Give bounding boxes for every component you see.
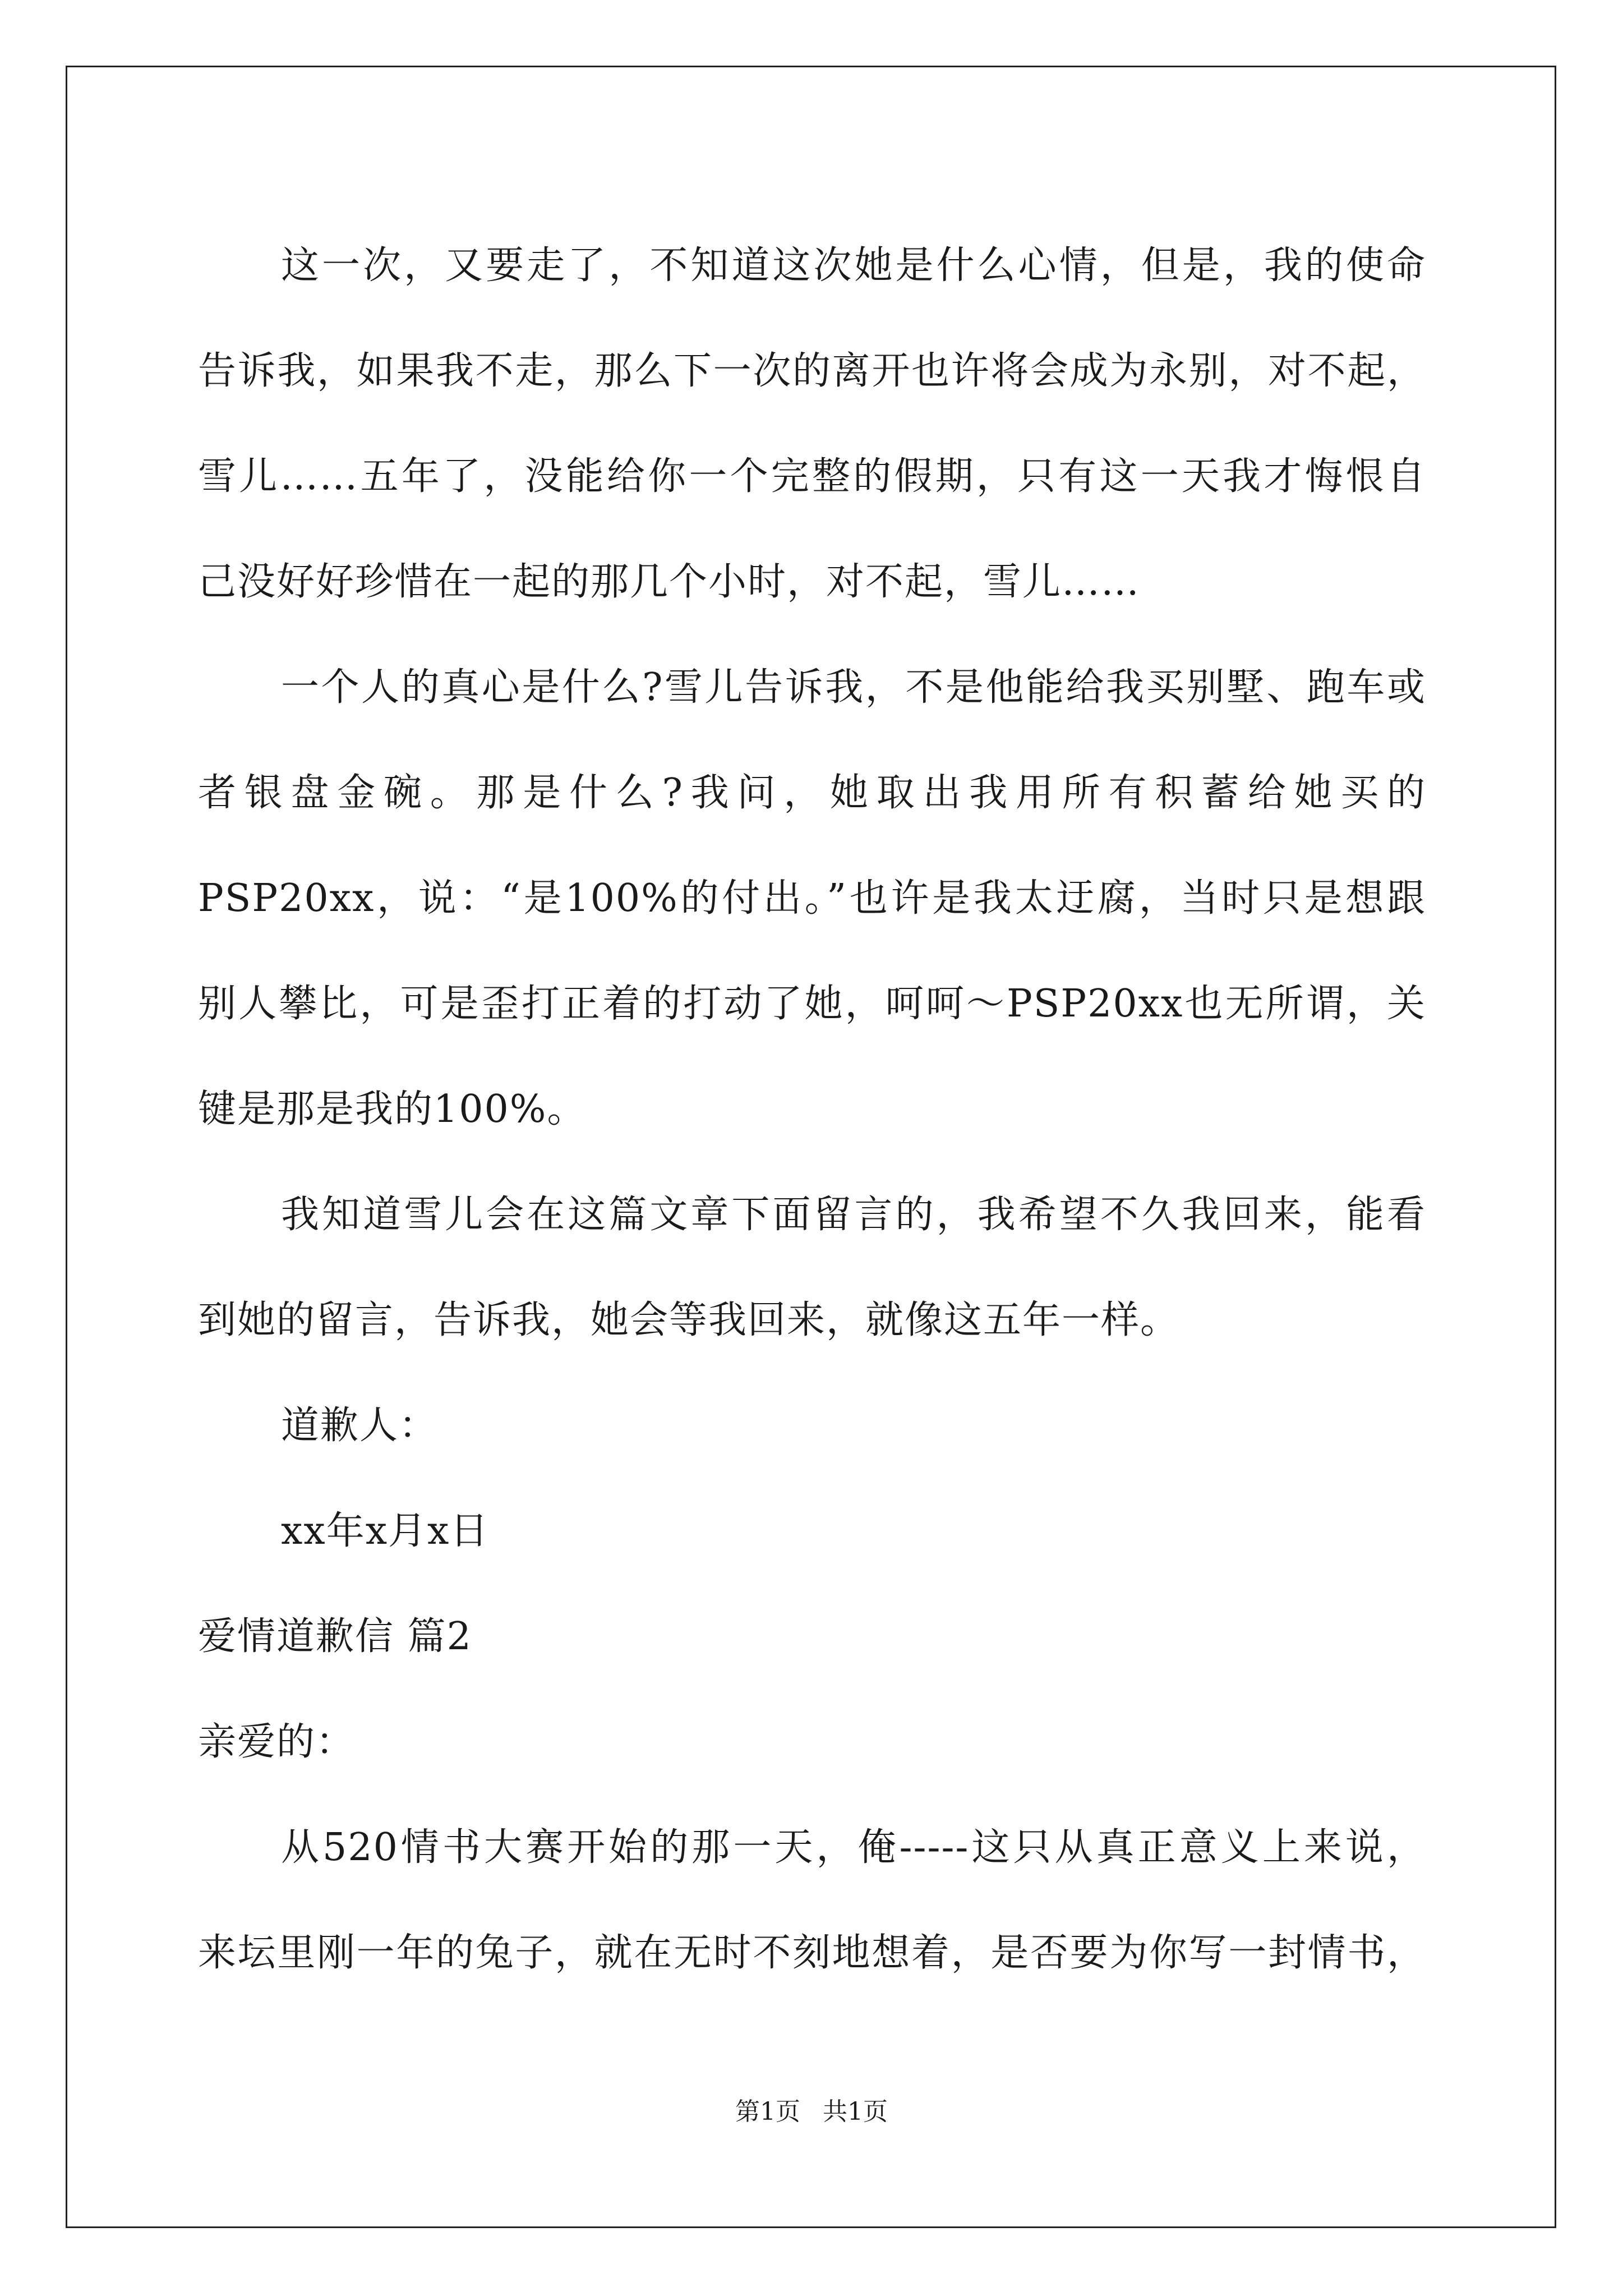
text-line: 者银盘金碗。那是什么?我问，她取出我用所有积蓄给她买的	[198, 771, 1426, 815]
salutation: 亲爱的：	[198, 1720, 356, 1764]
text-line: 这一次，又要走了，不知道这次她是什么心情，但是，我的使命	[281, 243, 1426, 288]
text-line: 己没好好珍惜在一起的那几个小时，对不起，雪儿……	[198, 560, 1141, 604]
paragraph-2	[198, 635, 1426, 1162]
text-line: PSP20xx，说：“是100%的付出。”也许是我太迂腐，当时只是想跟	[198, 876, 1426, 921]
text-line: 从520情书大赛开始的那一天，俺-----这只从真正意义上来说，	[281, 1825, 1426, 1870]
paragraph-1	[198, 213, 1426, 635]
text-line: 别人攀比，可是歪打正着的打动了她，呵呵～PSP20xx也无所谓，关	[198, 982, 1426, 1026]
text-line: 到她的留言，告诉我，她会等我回来，就像这五年一样。	[198, 1298, 1180, 1342]
text-line: 一个人的真心是什么?雪儿告诉我，不是他能给我买别墅、跑车或	[281, 665, 1426, 710]
page-number-current: 第1页	[735, 2097, 800, 2126]
letter-date: xx年x月x日	[281, 1509, 490, 1553]
text-line: 雪儿……五年了，没能给你一个完整的假期，只有这一天我才悔恨自	[198, 454, 1426, 499]
text-line: 键是那是我的100%。	[198, 1087, 587, 1131]
document-body	[198, 213, 1426, 2006]
paragraph-4	[198, 1795, 1426, 2006]
paragraph-3	[198, 1162, 1426, 1373]
section-title: 爱情道歉信 篇2	[198, 1614, 472, 1659]
text-line: 来坛里刚一年的兔子，就在无时不刻地想着，是否要为你写一封情书，	[198, 1931, 1426, 1975]
page-footer	[0, 2095, 1623, 2129]
text-line: 告诉我，如果我不走，那么下一次的离开也许将会成为永别，对不起，	[198, 349, 1426, 393]
page-number-total: 共1页	[823, 2097, 888, 2126]
text-line: 我知道雪儿会在这篇文章下面留言的，我希望不久我回来，能看	[281, 1193, 1426, 1237]
signer-label: 道歉人：	[281, 1404, 439, 1448]
